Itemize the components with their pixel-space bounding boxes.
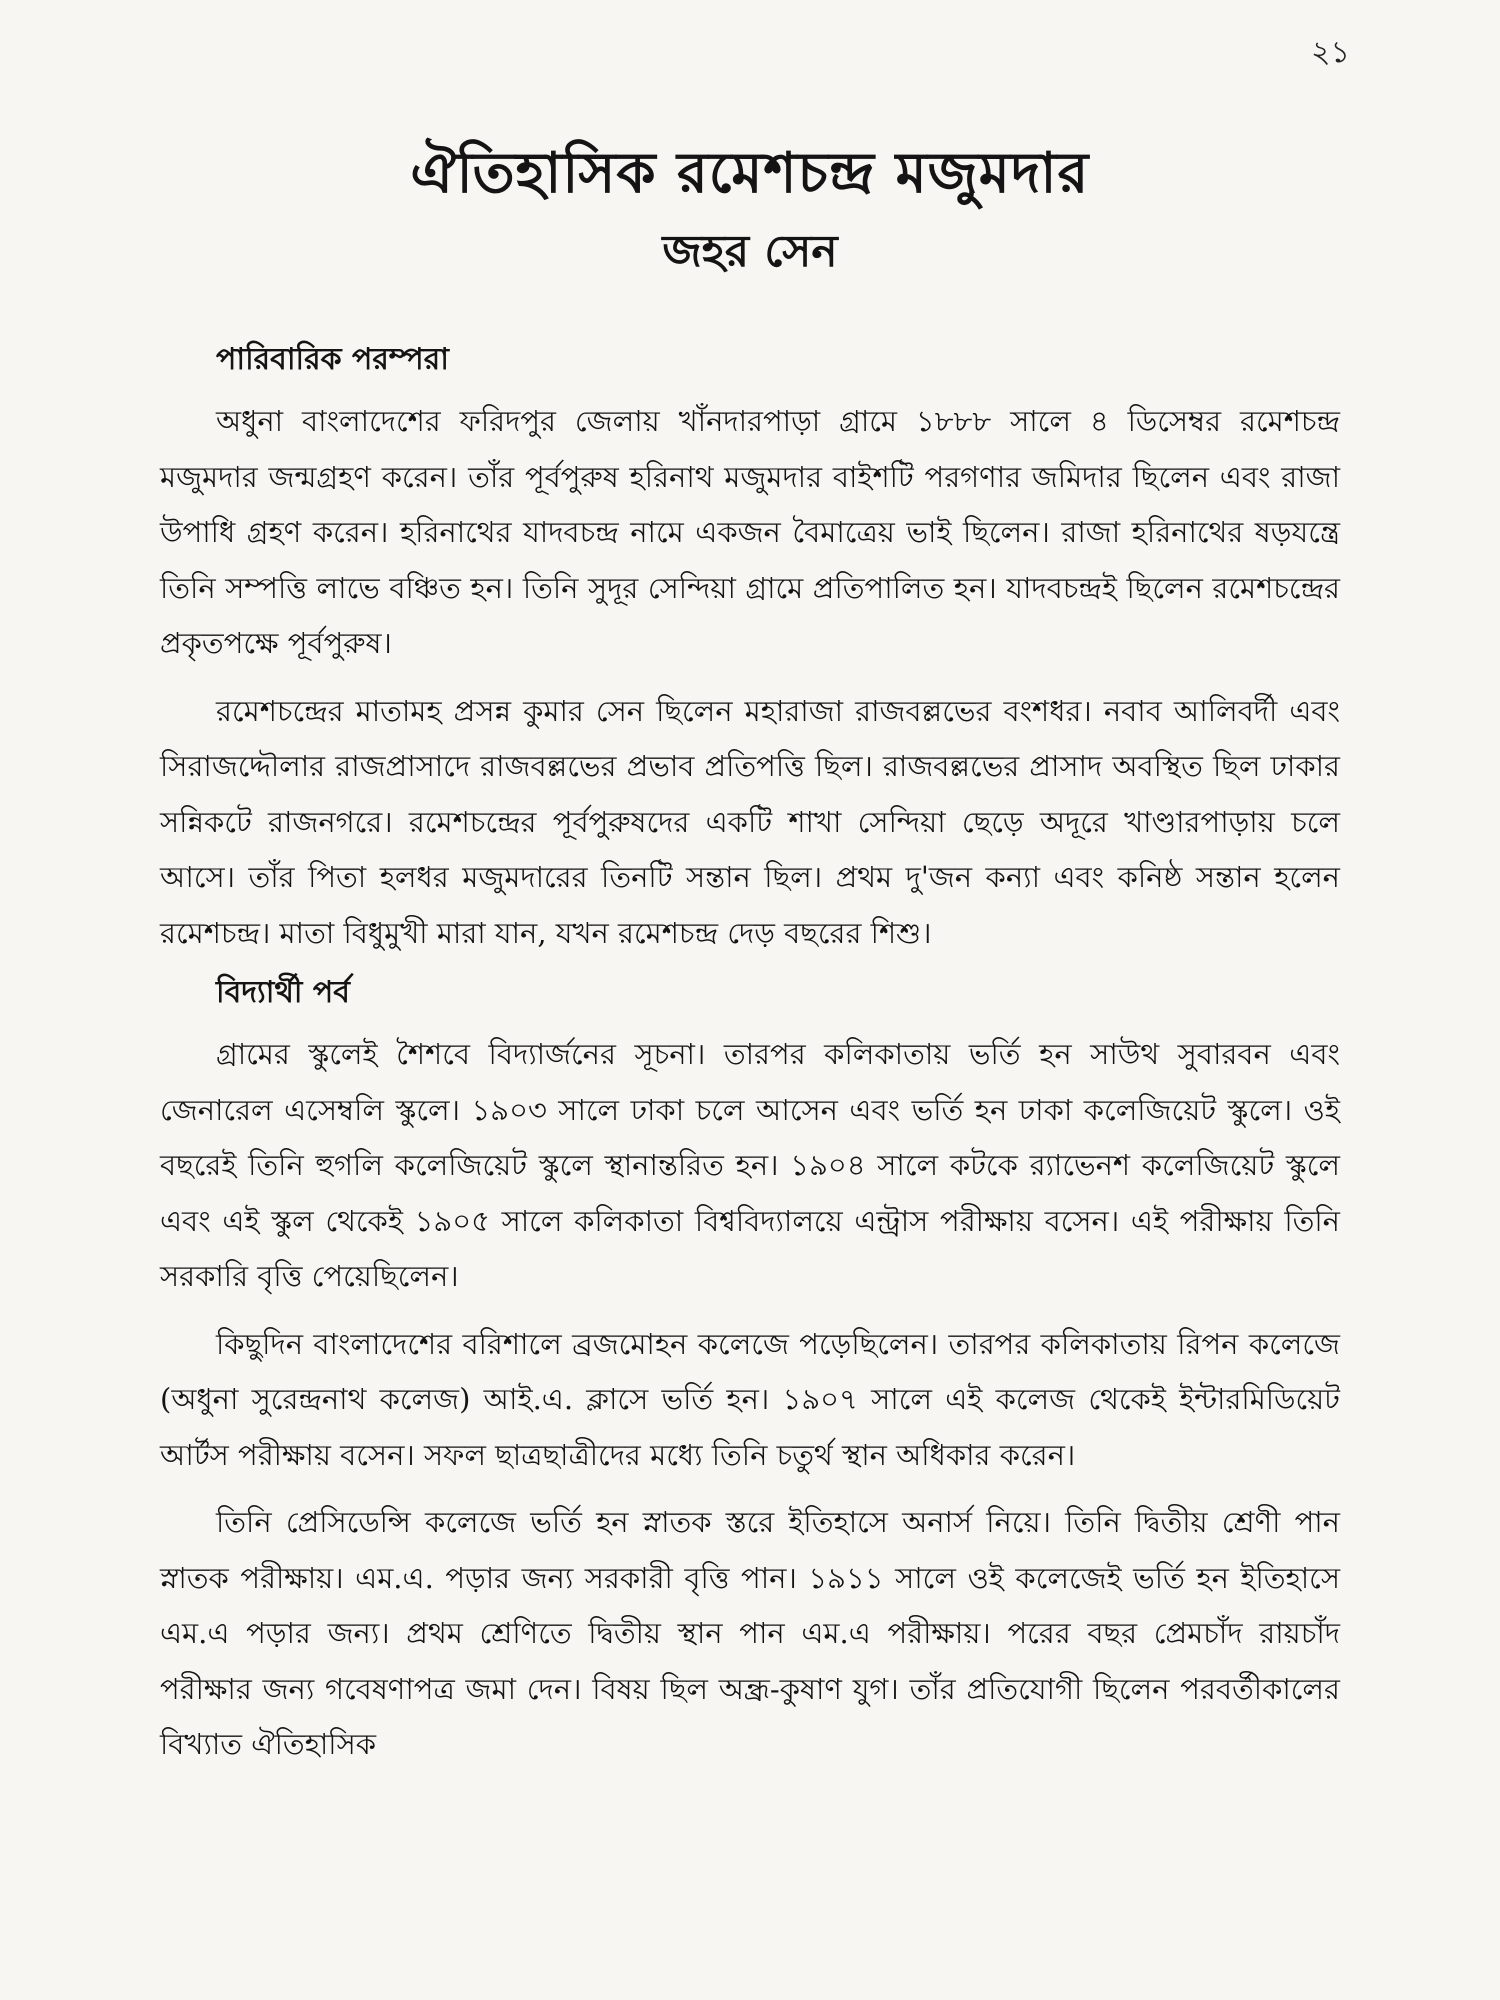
page-number: ২১ — [1311, 35, 1350, 70]
section-heading: বিদ্যার্থী পর্ব — [216, 975, 350, 1010]
paragraph: গ্রামের স্কুলেই শৈশবে বিদ্যার্জনের সূচনা। তারপর কলিকাতায় ভর্তি হন সাউথ সুবারবন এবং জেনারেল এসেম্বলি স্কুলে। ১৯০৩ সালে ঢাকা চলে আসেন এবং ভর্তি হন ঢাকা কলেজিয়েট স্কুলে। ওই বছরেই তিনি হুগলি কলেজিয়েট স্কুলে স্থানান্তরিত হন। ১৯০৪ সালে কটকে র‍্যাভেনশ কলেজিয়েট স্কুলে এবং এই স্কুল থেকেই ১৯০৫ সালে কলিকাতা বিশ্ববিদ্যালয়ে এন্ট্রাস পরীক্ষায় বসেন। এই পরীক্ষায় তিনি সরকারি বৃত্তি পেয়েছিলেন। — [160, 1037, 1340, 1293]
paragraph: অধুনা বাংলাদেশের ফরিদপুর জেলায় খাঁনদারপাড়া গ্রামে ১৮৮৮ সালে ৪ ডিসেম্বর রমেশচন্দ্র মজুমদার জন্মগ্রহণ করেন। তাঁর পূর্বপুরুষ হরিনাথ মজুমদার বাইশটি পরগণার জমিদার ছিলেন এবং রাজা উপাধি গ্রহণ করেন। হরিনাথের যাদবচন্দ্র নামে একজন বৈমাত্রেয় ভাই ছিলেন। রাজা হরিনাথের ষড়যন্ত্রে তিনি সম্পত্তি লাভে বঞ্চিত হন। তিনি সুদূর সেন্দিয়া গ্রামে প্রতিপালিত হন। যাদবচন্দ্রই ছিলেন রমেশচন্দ্রের প্রকৃতপক্ষে পূর্বপুরুষ। — [160, 404, 1340, 660]
article-title: ঐতিহাসিক রমেশচন্দ্র মজুমদার — [410, 140, 1090, 206]
section-heading: পারিবারিক পরম্পরা — [216, 342, 449, 377]
article-body — [160, 340, 1340, 1785]
article-author: জহর সেন — [662, 226, 838, 277]
paragraph: রমেশচন্দ্রের মাতামহ প্রসন্ন কুমার সেন ছিলেন মহারাজা রাজবল্লভের বংশধর। নবাব আলিবর্দী এবং সিরাজদ্দৌলার রাজপ্রাসাদে রাজবল্লভের প্রভাব প্রতিপত্তি ছিল। রাজবল্লভের প্রাসাদ অবস্থিত ছিল ঢাকার সন্নিকটে রাজনগরে। রমেশচন্দ্রের পূর্বপুরুষদের একটি শাখা সেন্দিয়া ছেড়ে অদূরে খাণ্ডারপাড়ায় চলে আসে। তাঁর পিতা হলধর মজুমদারের তিনটি সন্তান ছিল। প্রথম দু'জন কন্যা এবং কনিষ্ঠ সন্তান হলেন রমেশচন্দ্র। মাতা বিধুমুখী মারা যান, যখন রমেশচন্দ্র দেড় বছরের শিশু। — [160, 693, 1340, 950]
paragraph: কিছুদিন বাংলাদেশের বরিশালে ব্রজমোহন কলেজে পড়েছিলেন। তারপর কলিকাতায় রিপন কলেজে (অধুনা সুরেন্দ্রনাথ কলেজ) আই.এ. ক্লাসে ভর্তি হন। ১৯০৭ সালে এই কলেজ থেকেই ইন্টারমিডিয়েট আর্টস পরীক্ষায় বসেন। সফল ছাত্রছাত্রীদের মধ্যে তিনি চতুর্থ স্থান অধিকার করেন। — [160, 1326, 1340, 1472]
section-family-heritage — [160, 340, 1340, 961]
section-student-years — [160, 973, 1340, 1773]
paragraph: তিনি প্রেসিডেন্সি কলেজে ভর্তি হন স্নাতক স্তরে ইতিহাসে অনার্স নিয়ে। তিনি দ্বিতীয় শ্রেণী পান স্নাতক পরীক্ষায়। এম.এ. পড়ার জন্য সরকারী বৃত্তি পান। ১৯১১ সালে ওই কলেজেই ভর্তি হন ইতিহাসে এম.এ পড়ার জন্য। প্রথম শ্রেণিতে দ্বিতীয় স্থান পান এম.এ পরীক্ষায়। পরের বছর প্রেমচাঁদ রায়চাঁদ পরীক্ষার জন্য গবেষণাপত্র জমা দেন। বিষয় ছিল অন্ধ্র-কুষাণ যুগ। তাঁর প্রতিযোগী ছিলেন পরবর্তীকালের বিখ্যাত ঐতিহাসিক — [160, 1505, 1340, 1761]
